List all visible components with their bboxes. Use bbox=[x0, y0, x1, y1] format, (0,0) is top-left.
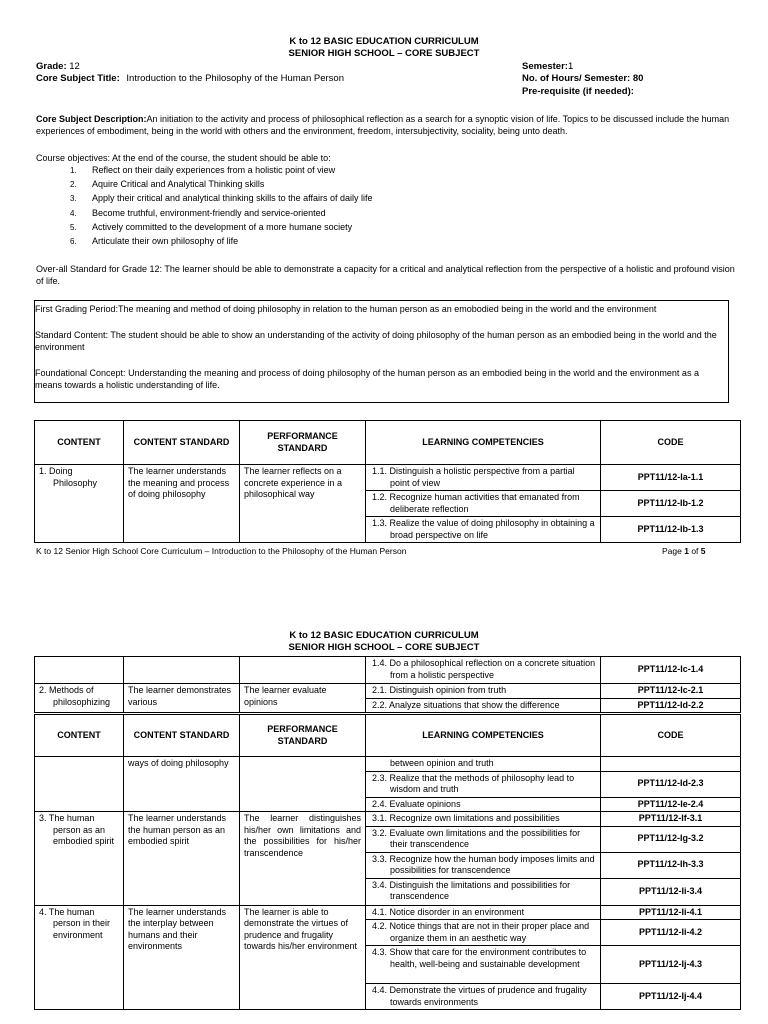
competency-cell: 2.3. Realize that the methods of philosophy lead to wisdom and truth bbox=[366, 771, 601, 797]
objectives-intro: Course objectives: At the end of the course, the student should be able to: bbox=[36, 153, 331, 163]
content-standard-cell: The learner understands the interplay between humans and their environments bbox=[124, 905, 240, 1010]
overall-standard: Over-all Standard for Grade 12: The learner should be able to demonstrate a capacity for a critical and analytical reflection from the perspective of a holistic and profound vision of life. bbox=[36, 264, 735, 286]
footer-page-number: Page 1 of 5 bbox=[662, 546, 706, 556]
competency-cell: 2.2. Analyze situations that show the difference bbox=[366, 698, 601, 713]
curriculum-table-page2 bbox=[34, 714, 741, 1010]
code-cell: PPT11/12-Ic-2.1 bbox=[601, 684, 741, 699]
objective-item: 3. Apply their critical and analytical thinking skills to the affairs of daily life bbox=[70, 193, 373, 204]
performance-standard-cell: The learner is able to demonstrate the virtues of prudence and frugality towards his/her environment bbox=[240, 905, 366, 1010]
content-standard-cell: The learner demonstrates various bbox=[124, 684, 240, 713]
first-grading-period: First Grading Period:The meaning and method of doing philosophy in relation to the human person as an emobodied being in the world and the environment bbox=[35, 304, 657, 314]
content-cell bbox=[35, 657, 124, 684]
subject-title-label: Core Subject Title: bbox=[36, 73, 120, 84]
grade-label: Grade: bbox=[36, 61, 67, 72]
header-content: CONTENT bbox=[35, 421, 124, 465]
description-label: Core Subject Description: bbox=[36, 114, 147, 124]
header-performance-standard: PERFORMANCE STANDARD bbox=[240, 715, 366, 757]
content-standard-cell bbox=[124, 657, 240, 684]
core-description bbox=[36, 113, 736, 137]
code-cell bbox=[601, 757, 741, 772]
content-standard-cell: The learner understands the meaning and process of doing philosophy bbox=[124, 465, 240, 543]
content-cell bbox=[35, 757, 124, 812]
curriculum-table-page2-top bbox=[34, 656, 741, 713]
competency-cell: 1.3. Realize the value of doing philosophy in obtaining a broad perspective on life bbox=[366, 517, 601, 543]
content-cell: 4. The human person in their environment bbox=[35, 905, 124, 1010]
table-header-row bbox=[35, 715, 741, 757]
table-row bbox=[35, 684, 741, 699]
grade-value: 12 bbox=[69, 61, 80, 72]
table-row bbox=[35, 905, 741, 920]
code-cell: PPT11/12-Ig-3.2 bbox=[601, 826, 741, 852]
competency-cell: 4.1. Notice disorder in an environment bbox=[366, 905, 601, 920]
curriculum-table-page1 bbox=[34, 420, 741, 543]
standard-content: Standard Content: The student should be able to show an understanding of the activity of doing philosophy of the human person as an embodied being in the world and the environment bbox=[35, 330, 717, 352]
code-cell: PPT11/12-Ii-3.4 bbox=[601, 878, 741, 905]
competency-cell: 1.1. Distinguish a holistic perspective from a partial point of view bbox=[366, 465, 601, 491]
semester-value: 1 bbox=[567, 61, 574, 72]
content-standard-cell: ways of doing philosophy bbox=[124, 757, 240, 812]
objective-item: 4. Become truthful, environment-friendly and service-oriented bbox=[70, 207, 326, 218]
code-cell: PPT11/12-Ij-4.4 bbox=[601, 984, 741, 1010]
code-cell: PPT11/12-Ii-4.2 bbox=[601, 920, 741, 946]
footer-left: K to 12 Senior High School Core Curriculum – Introduction to the Philosophy of the Human Person bbox=[36, 546, 407, 556]
page2-header-line2: SENIOR HIGH SCHOOL – CORE SUBJECT bbox=[288, 642, 480, 653]
content-cell: 1. Doing Philosophy bbox=[35, 465, 124, 543]
performance-standard-cell: The learner evaluate opinions bbox=[240, 684, 366, 713]
table-row bbox=[35, 757, 741, 772]
header-code: CODE bbox=[601, 421, 741, 465]
code-cell: PPT11/12-Ih-3.3 bbox=[601, 852, 741, 878]
header-content: CONTENT bbox=[35, 715, 124, 757]
page1-header-line2: SENIOR HIGH SCHOOL – CORE SUBJECT bbox=[288, 48, 480, 59]
objectives-list bbox=[70, 163, 372, 248]
page2-header-line1: K to 12 BASIC EDUCATION CURRICULUM bbox=[289, 630, 479, 641]
code-cell: PPT11/12-Ii-4.1 bbox=[601, 905, 741, 920]
competency-cell: 2.1. Distinguish opinion from truth bbox=[366, 684, 601, 699]
competency-cell: between opinion and truth bbox=[366, 757, 601, 772]
performance-standard-cell: The learner reflects on a concrete experience in a philosophical way bbox=[240, 465, 366, 543]
code-cell: PPT11/12-Ie-2.4 bbox=[601, 797, 741, 812]
grading-period-box bbox=[34, 300, 729, 403]
competency-cell: 1.4. Do a philosophical reflection on a concrete situation from a holistic perspective bbox=[366, 657, 601, 684]
performance-standard-cell bbox=[240, 757, 366, 812]
code-cell: PPT11/12-Id-2.2 bbox=[601, 698, 741, 713]
subject-title-line bbox=[36, 73, 344, 84]
header-learning-competencies: LEARNING COMPETENCIES bbox=[366, 715, 601, 757]
semester-line bbox=[522, 61, 573, 72]
header-content-standard: CONTENT STANDARD bbox=[124, 421, 240, 465]
hours-label: No. of Hours/ Semester: 80 bbox=[522, 73, 644, 84]
competency-cell: 3.3. Recognize how the human body imposes limits and possibilities for transcendence bbox=[366, 852, 601, 878]
subject-title-value: Introduction to the Philosophy of the Human Person bbox=[126, 73, 344, 84]
performance-standard-cell: The learner distinguishes his/her own limitations and the possibilities for his/her transcendence bbox=[240, 812, 366, 906]
content-cell: 2. Methods of philosophizing bbox=[35, 684, 124, 713]
page1-header-line1: K to 12 BASIC EDUCATION CURRICULUM bbox=[289, 36, 479, 47]
code-cell: PPT11/12-Ib-1.2 bbox=[601, 491, 741, 517]
code-cell: PPT11/12-Ia-1.1 bbox=[601, 465, 741, 491]
semester-label: Semester: bbox=[522, 61, 568, 72]
code-cell: PPT11/12-Id-2.3 bbox=[601, 771, 741, 797]
objective-item: 2. Aquire Critical and Analytical Thinking skills bbox=[70, 179, 265, 190]
competency-cell: 3.2. Evaluate own limitations and the possibilities for their transcendence bbox=[366, 826, 601, 852]
code-cell: PPT11/12-If-3.1 bbox=[601, 812, 741, 827]
competency-cell: 2.4. Evaluate opinions bbox=[366, 797, 601, 812]
competency-cell: 3.1. Recognize own limitations and possibilities bbox=[366, 812, 601, 827]
description-text: An initiation to the activity and process of philosophical reflection as a search for a synoptic vision of life. Topics to be discussed include the human experiences of embodiment, being in the world with others and the environment, freedom, intersubjectivity, sociality, being unto death. bbox=[36, 114, 730, 136]
table-row bbox=[35, 812, 741, 827]
header-content-standard: CONTENT STANDARD bbox=[124, 715, 240, 757]
code-cell: PPT11/12-Ij-4.3 bbox=[601, 946, 741, 984]
prerequisite-label: Pre-requisite (if needed): bbox=[522, 86, 634, 97]
grade-line bbox=[36, 61, 80, 72]
header-learning-competencies: LEARNING COMPETENCIES bbox=[366, 421, 601, 465]
code-cell: PPT11/12-Ic-1.4 bbox=[601, 657, 741, 684]
competency-cell: 1.2. Recognize human activities that emanated from deliberate reflection bbox=[366, 491, 601, 517]
objective-item: 1. Reflect on their daily experiences from a holistic point of view bbox=[70, 165, 336, 175]
objective-item: 6. Articulate their own philosophy of life bbox=[70, 235, 239, 246]
table-row bbox=[35, 657, 741, 684]
objective-item: 5. Actively committed to the development of a more humane society bbox=[70, 221, 353, 232]
competency-cell: 4.3. Show that care for the environment contributes to health, well-being and sustainable development bbox=[366, 946, 601, 984]
competency-cell: 4.2. Notice things that are not in their proper place and organize them in an aesthetic way bbox=[366, 920, 601, 946]
code-cell: PPT11/12-Ib-1.3 bbox=[601, 517, 741, 543]
content-cell: 3. The human person as an embodied spirit bbox=[35, 812, 124, 906]
competency-cell: 4.4. Demonstrate the virtues of prudence and frugality towards environments bbox=[366, 984, 601, 1010]
table-row bbox=[35, 465, 741, 491]
table-header-row bbox=[35, 421, 741, 465]
performance-standard-cell bbox=[240, 657, 366, 684]
foundational-concept: Foundational Concept: Understanding the meaning and process of doing philosophy of the human person as an embodied being in the world and the environment as a means towards a holistic understanding of life. bbox=[35, 368, 699, 390]
header-code: CODE bbox=[601, 715, 741, 757]
content-standard-cell: The learner understands the human person as an embodied spirit bbox=[124, 812, 240, 906]
header-performance-standard: PERFORMANCE STANDARD bbox=[240, 421, 366, 465]
competency-cell: 3.4. Distinguish the limitations and possibilities for transcendence bbox=[366, 878, 601, 905]
